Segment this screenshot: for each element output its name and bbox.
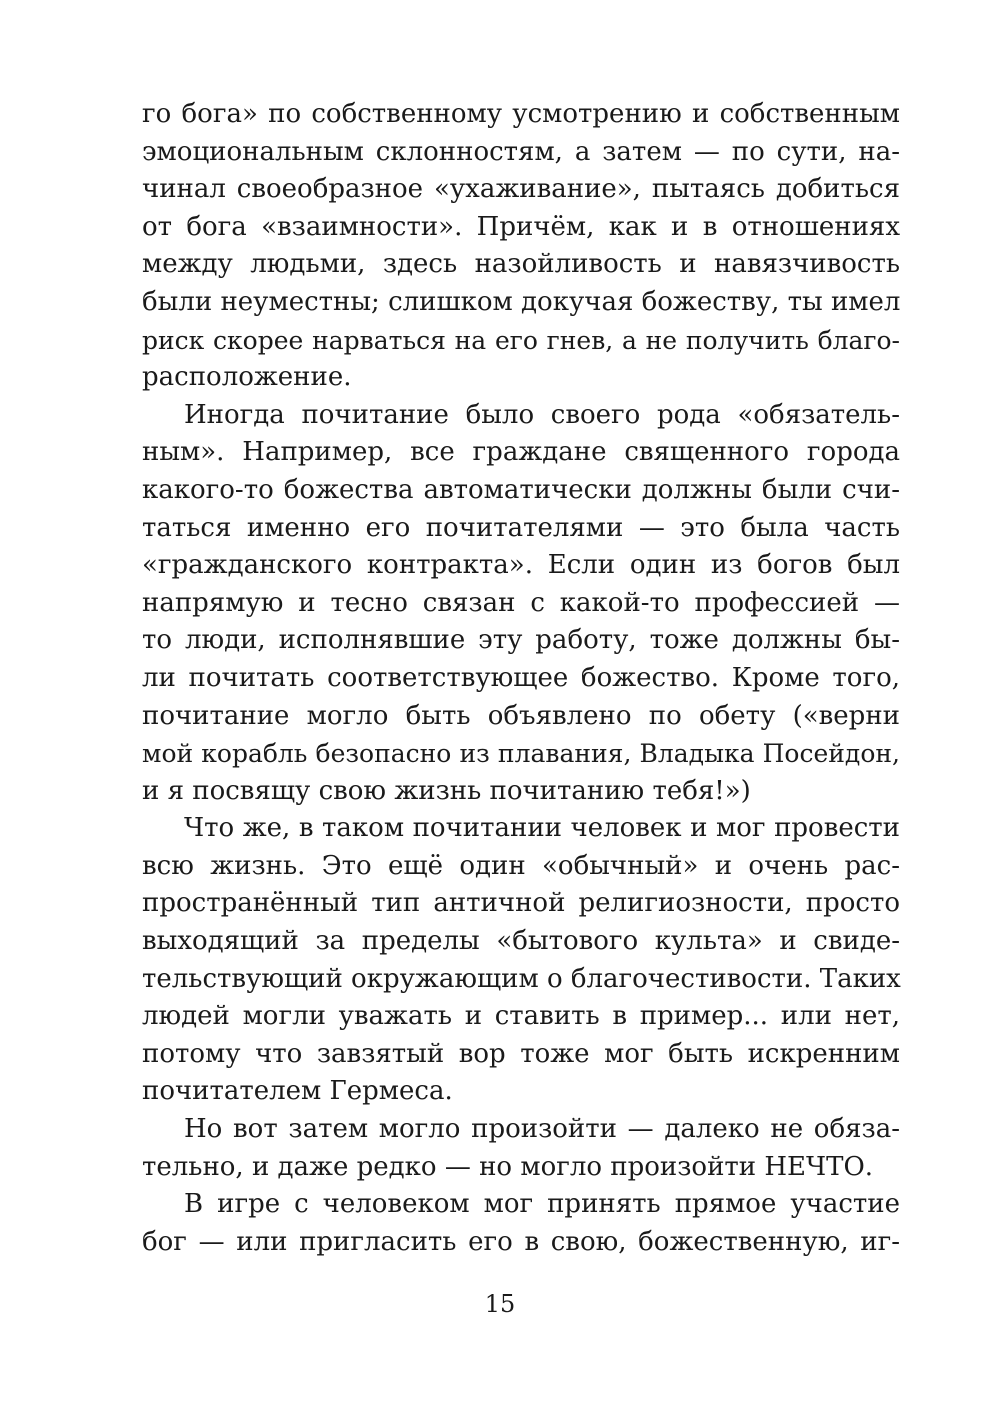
text-line: Иногда почитание было своего рода «обязатель- bbox=[184, 399, 900, 430]
text-line: мой корабль безопасно из плавания, Владыка Посейдон, bbox=[142, 739, 900, 769]
text-line: Но вот затем могло произойти — далеко не обяза- bbox=[184, 1114, 900, 1145]
text-line: чинал своеобразное «ухаживание», пытаясь добиться bbox=[142, 174, 900, 205]
text-line: пространённый тип античной религиозности, просто bbox=[142, 888, 900, 919]
text-line: ли почитать соответствующее божество. Кроме того, bbox=[142, 662, 900, 693]
text-line: от бога «взаимности». Причём, как и в отношениях bbox=[142, 211, 900, 242]
text-line: были неуместны; слишком докучая божеству, ты имел bbox=[142, 286, 901, 317]
text-line: «гражданского контракта». Если один из богов был bbox=[142, 550, 900, 581]
text-line: выходящий за пределы «бытового культа» и свиде- bbox=[142, 926, 900, 957]
text-line: таться именно его почитателями — это была часть bbox=[142, 512, 900, 543]
text-line: какого-то божества автоматически должны были счи- bbox=[142, 474, 900, 505]
text-line: напрямую и тесно связан с какой-то профессией — bbox=[142, 587, 900, 618]
text-line: потому что завзятый вор тоже мог быть искренним bbox=[142, 1038, 900, 1069]
text-line: и я посвящу свою жизнь почитанию тебя!») bbox=[142, 775, 751, 806]
text-line: риск скорее нарваться на его гнев, а не получить благо- bbox=[142, 325, 900, 355]
text-line: людей могли уважать и ставить в пример... или нет, bbox=[142, 1001, 900, 1032]
body-text bbox=[142, 96, 900, 1261]
text-line: почитание могло быть объявлено по обету («верни bbox=[142, 700, 900, 731]
text-line: Что же, в таком почитании человек и мог провести bbox=[184, 813, 900, 844]
text-line: бог — или пригласить его в свою, божественную, иг- bbox=[142, 1226, 900, 1257]
text-line: между людьми, здесь назойливость и навязчивость bbox=[142, 249, 900, 280]
text-line: почитателем Гермеса. bbox=[142, 1076, 453, 1107]
text-line: расположение. bbox=[142, 362, 352, 393]
text-line: эмоциональным склонностям, а затем — по сути, на- bbox=[142, 136, 900, 167]
text-line: го бога» по собственному усмотрению и собственным bbox=[142, 99, 900, 129]
text-line: всю жизнь. Это ещё один «обычный» и очень рас- bbox=[142, 850, 900, 881]
text-line: тельствующий окружающим о благочестивости. Таких bbox=[142, 963, 901, 994]
page-number: 15 bbox=[484, 1290, 516, 1318]
text-line: В игре с человеком мог принять прямое участие bbox=[184, 1189, 900, 1220]
text-line: ным». Например, все граждане священного города bbox=[142, 437, 900, 468]
text-line: тельно, и даже редко — но могло произойти НЕЧТО. bbox=[142, 1151, 874, 1182]
text-line: то люди, исполнявшие эту работу, тоже должны бы- bbox=[142, 625, 900, 656]
